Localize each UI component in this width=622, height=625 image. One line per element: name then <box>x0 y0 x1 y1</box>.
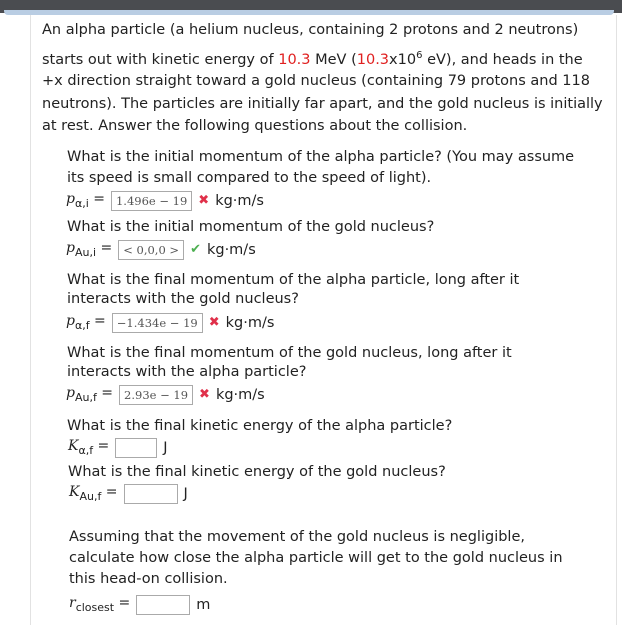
x-mark-icon: ✖ <box>199 387 210 403</box>
unit: kg·m/s <box>206 242 256 259</box>
answer-label: $p_{Au,i}$ = <box>66 240 113 259</box>
check-icon: ✔ <box>190 242 201 258</box>
answer-input[interactable] <box>136 595 190 615</box>
question-text: What is the final kinetic energy of the alpha particle? <box>67 418 453 434</box>
answer-row <box>69 482 188 507</box>
answer-input[interactable] <box>115 438 157 458</box>
question-text: interacts with the alpha particle? <box>67 364 307 380</box>
question-text: calculate how close the alpha particle will get to the gold nucleus in <box>69 550 563 566</box>
question-text: its speed is small compared to the speed of light). <box>67 170 432 186</box>
question-text: interacts with the gold nucleus? <box>67 291 299 307</box>
answer-input[interactable] <box>124 484 178 504</box>
question-text: What is the final momentum of the alpha particle, long after it <box>67 272 520 288</box>
question-text: What is the final kinetic energy of the gold nucleus? <box>68 464 446 480</box>
unit: J <box>163 440 168 457</box>
intro-line: at rest. Answer the following questions about the collision. <box>42 118 468 134</box>
question-text: What is the initial momentum of the gold nucleus? <box>67 219 435 235</box>
answer-row <box>68 436 168 461</box>
answer-label: $p_{\alpha,i}$ = <box>66 191 105 210</box>
answer-label: $K_{\alpha,f}$ = <box>68 438 110 457</box>
answer-label: $K_{Au,f}$ = <box>69 484 118 503</box>
intro-line: starts out with kinetic energy of 10.3 MeV ($10.3x10^6$ eV), and heads in the <box>42 50 583 68</box>
unit: J <box>183 486 188 503</box>
unit: kg·m/s <box>225 315 275 332</box>
intro-line: An alpha particle (a helium nucleus, containing 2 protons and 2 neutrons) <box>42 22 579 38</box>
answer-row <box>66 383 265 408</box>
answer-row <box>66 189 264 214</box>
intro-line: +x direction straight toward a gold nucleus (containing 79 protons and 118 <box>42 73 590 89</box>
question-text: Assuming that the movement of the gold nucleus is negligible, <box>69 529 525 545</box>
ke-ev: 10.3 <box>356 51 390 68</box>
unit: kg·m/s <box>215 193 264 210</box>
answer-label: $p_{Au,f}$ = <box>66 385 114 404</box>
answer-row <box>66 311 274 336</box>
x-mark-icon: ✖ <box>198 193 210 209</box>
unit: m <box>196 597 211 614</box>
answer-input[interactable]: −1.434e − 19 <box>112 313 203 333</box>
question-text: What is the initial momentum of the alpha particle? (You may assume <box>67 149 575 165</box>
question-text: this head-on collision. <box>69 571 228 587</box>
answer-label: $r_{closest}$ = <box>69 595 131 614</box>
answer-input[interactable]: < 0,0,0 > <box>118 240 184 260</box>
unit: kg·m/s <box>215 387 265 404</box>
question-text: What is the final momentum of the gold nucleus, long after it <box>67 345 512 361</box>
answer-row <box>69 593 210 618</box>
x-mark-icon: ✖ <box>208 315 220 331</box>
ke-mev: 10.3 <box>278 51 311 68</box>
answer-input[interactable]: 2.93e − 19 <box>119 385 193 405</box>
answer-input[interactable]: 1.496e − 19 <box>111 191 192 211</box>
answer-row <box>66 238 256 263</box>
intro-line: neutrons). The particles are initially far apart, and the gold nucleus is initially <box>42 96 603 112</box>
answer-label: $p_{\alpha,f}$ = <box>66 313 106 332</box>
